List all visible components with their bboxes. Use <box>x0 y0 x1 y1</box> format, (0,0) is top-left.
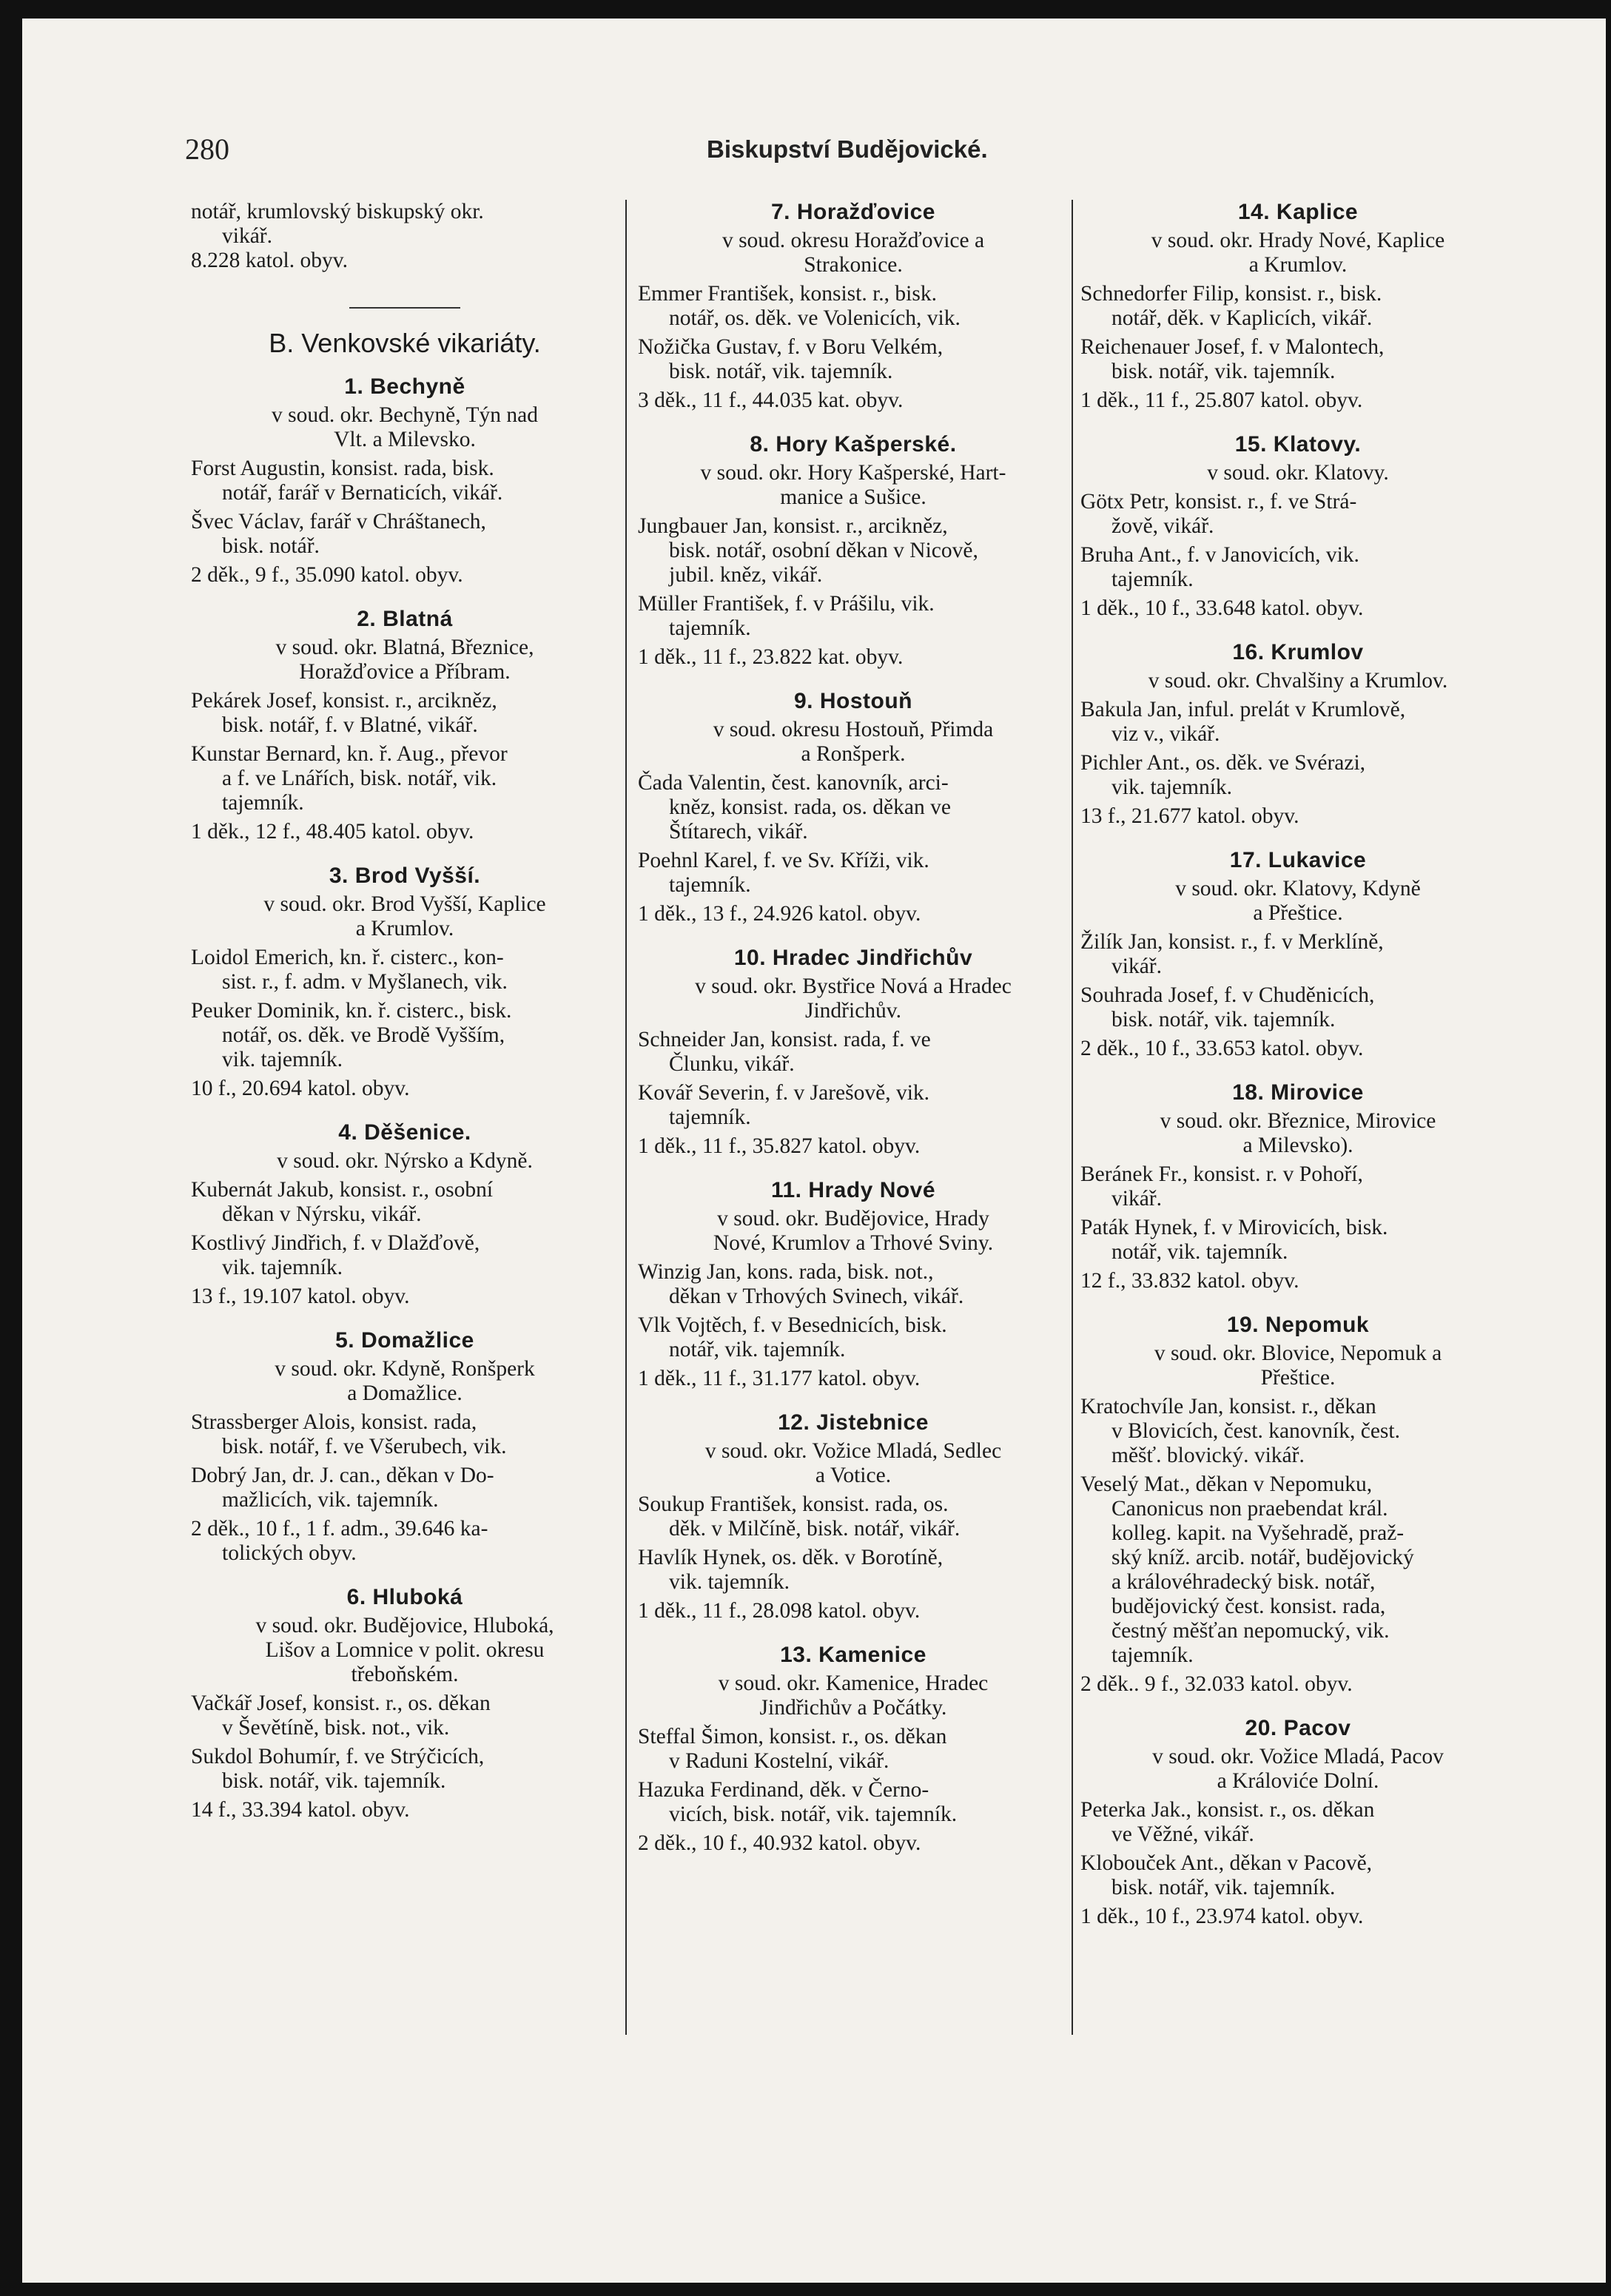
list-item <box>191 820 619 844</box>
column-3 <box>1080 200 1516 1929</box>
entry-line: 10 f., 20.694 katol. obyv. <box>191 1077 410 1100</box>
entry-line: Bakula Jan, inful. prelát v Krumlově, <box>1080 698 1406 721</box>
entry-line: 1 děk., 11 f., 35.827 katol. obyv. <box>638 1134 921 1158</box>
entry-line: tajemník. <box>1111 1643 1194 1667</box>
entry-line: 1 děk., 13 f., 24.926 katol. obyv. <box>638 902 921 926</box>
section-heading: 9. Hostouň <box>794 689 912 713</box>
court-district-line: v soud. okr. Chvalšiny a Krumlov. <box>1148 669 1448 693</box>
court-district-line: v soud. okr. Kamenice, Hradec <box>718 1671 989 1695</box>
list-item <box>1080 1672 1516 1697</box>
list-item <box>191 1517 619 1566</box>
court-district-line: v soud. okr. Nýrsko a Kdyně. <box>277 1149 533 1173</box>
list-item <box>1080 1851 1516 1900</box>
list-item <box>191 742 619 815</box>
entry-line: bisk. notář, vik. tajemník. <box>1111 1008 1336 1031</box>
entry-line: Winzig Jan, kons. rada, bisk. not., <box>638 1260 934 1284</box>
list-item <box>191 1231 619 1280</box>
entry-line: vikář. <box>1111 1187 1162 1211</box>
list-item <box>638 1313 1069 1362</box>
court-district-line: v soud. okr. Vožice Mladá, Pacov <box>1152 1745 1444 1768</box>
court-district-line: v soud. okr. Vožice Mladá, Sedlec <box>704 1439 1002 1463</box>
court-district-line: v soud. okr. Kdyně, Ronšperk <box>275 1357 535 1381</box>
entry-line: a královéhradecký bisk. notář, <box>1111 1570 1376 1594</box>
court-district-line: Lišov a Lomnice v polit. okresu <box>265 1638 545 1662</box>
section-heading: 14. Kaplice <box>1237 200 1359 224</box>
list-item <box>191 1077 619 1101</box>
list-item <box>638 514 1069 588</box>
entry-line: bisk. notář. <box>222 534 320 558</box>
list-item <box>638 335 1069 384</box>
entry-line: vik. tajemník. <box>669 1570 790 1594</box>
entry-line: měšť. blovický. vikář. <box>1111 1444 1305 1467</box>
entry-line: Pichler Ant., os. děk. ve Svérazi, <box>1080 751 1366 775</box>
entry-line: 2 děk., 9 f., 35.090 katol. obyv. <box>191 563 463 587</box>
entry-line: Klobouček Ant., děkan v Pacově, <box>1080 1851 1373 1875</box>
court-district-line: v soud. okr. Hory Kašperské, Hart- <box>700 461 1006 485</box>
court-district-line: v soud. okr. Klatovy, Kdyně <box>1175 877 1421 900</box>
court-district-line: v soud. okr. Klatovy. <box>1207 461 1389 485</box>
list-item <box>191 510 619 559</box>
entry-line: 1 děk., 10 f., 23.974 katol. obyv. <box>1080 1905 1364 1928</box>
entry-line: ve Věžné, vikář. <box>1111 1822 1254 1846</box>
list-item <box>638 282 1069 331</box>
entry-line: Loidol Emerich, kn. ř. cisterc., kon- <box>191 946 504 969</box>
entry-line: Jungbauer Jan, konsist. r., arcikněz, <box>638 514 948 538</box>
intro-line: 8.228 katol. obyv. <box>191 249 348 272</box>
entry-line: Souhrada Josef, f. v Chuděnicích, <box>1080 983 1375 1007</box>
section-heading: 1. Bechyně <box>344 374 465 399</box>
entry-line: Dobrý Jan, dr. J. can., děkan v Do- <box>191 1464 494 1487</box>
entry-line: 2 děk.. 9 f., 32.033 katol. obyv. <box>1080 1672 1353 1696</box>
section-heading: 19. Nepomuk <box>1226 1313 1370 1337</box>
court-district-line: Přeštice. <box>1260 1366 1336 1390</box>
entry-line: v Ševětíně, bisk. not., vik. <box>222 1716 450 1740</box>
entry-line: Člunku, vikář. <box>669 1052 795 1076</box>
court-district-line: v soud. okr. Bystřice Nová a Hradec <box>695 974 1012 998</box>
list-item <box>1080 1798 1516 1847</box>
entry-line: notář, os. děk. ve Volenicích, vik. <box>669 306 961 330</box>
entry-line: tajemník. <box>669 873 751 897</box>
column-1 <box>191 200 619 1822</box>
entry-line: čestný měšťan nepomucký, vik. <box>1111 1619 1390 1643</box>
list-item <box>1080 543 1516 592</box>
column-rule-2 <box>1072 200 1073 2035</box>
entry-line: tolických obyv. <box>222 1541 357 1565</box>
list-item <box>638 849 1069 898</box>
entry-line: 2 děk., 10 f., 40.932 katol. obyv. <box>638 1831 921 1855</box>
intro-line: notář, krumlovský biskupský okr. <box>191 200 484 223</box>
entry-line: Steffal Šimon, konsist. r., os. děkan <box>638 1725 947 1748</box>
entry-line: Müller František, f. v Prášilu, vik. <box>638 592 935 616</box>
entry-line: vikář. <box>1111 955 1162 978</box>
entry-line: Forst Augustin, konsist. rada, bisk. <box>191 457 494 480</box>
list-item <box>1080 1395 1516 1468</box>
entry-line: bisk. notář, vik. tajemník. <box>1111 1876 1336 1899</box>
entry-line: bisk. notář, f. ve Všerubech, vik. <box>222 1435 507 1458</box>
entry-line: Schnedorfer Filip, konsist. r., bisk. <box>1080 282 1382 306</box>
section-heading: 18. Mirovice <box>1232 1080 1364 1105</box>
list-item <box>638 592 1069 641</box>
court-district-line: a Krumlov. <box>1248 253 1348 277</box>
entry-line: Kunstar Bernard, kn. ř. Aug., převor <box>191 742 508 766</box>
section-heading: 17. Lukavice <box>1229 848 1367 872</box>
section-heading: 8. Hory Kašperské. <box>750 432 957 457</box>
entry-line: 13 f., 21.677 katol. obyv. <box>1080 804 1299 828</box>
entry-line: 3 děk., 11 f., 44.035 kat. obyv. <box>638 388 904 412</box>
running-title: Biskupství Budějovické. <box>707 135 988 163</box>
entry-line: notář, vik. tajemník. <box>669 1338 846 1361</box>
entry-line: 2 děk., 10 f., 1 f. adm., 39.646 ka- <box>191 1517 488 1541</box>
entry-line: 1 děk., 12 f., 48.405 katol. obyv. <box>191 820 474 844</box>
court-district-line: a Ronšperk. <box>801 742 906 766</box>
list-item <box>1080 388 1516 413</box>
entry-line: bisk. notář, f. v Blatné, vikář. <box>222 713 478 737</box>
entry-line: vik. tajemník. <box>222 1048 343 1071</box>
list-item <box>191 689 619 738</box>
entry-line: kolleg. kapit. na Vyšehradě, praž- <box>1111 1521 1405 1545</box>
court-district-line: v soud. okresu Hostouň, Přimda <box>713 718 994 741</box>
entry-line: Kratochvíle Jan, konsist. r., děkan <box>1080 1395 1376 1418</box>
entry-line: 1 děk., 11 f., 25.807 katol. obyv. <box>1080 388 1363 412</box>
entry-line: 2 děk., 10 f., 33.653 katol. obyv. <box>1080 1037 1364 1060</box>
entry-line: Žilík Jan, konsist. r., f. v Merklíně, <box>1080 930 1384 954</box>
list-item <box>638 645 1069 670</box>
list-item <box>1080 1472 1516 1668</box>
entry-line: děkan v Trhových Svinech, vikář. <box>669 1285 964 1308</box>
entry-line: ský kníž. arcib. notář, budějovický <box>1111 1546 1414 1569</box>
entry-line: Kostlivý Jindřich, f. v Dlažďově, <box>191 1231 480 1255</box>
entry-line: budějovický čest. konsist. rada, <box>1111 1595 1386 1618</box>
court-district-line: manice a Sušice. <box>780 485 926 509</box>
court-district-line: a Královiće Dolní. <box>1217 1769 1379 1793</box>
entry-line: Beránek Fr., konsist. r. v Pohoří, <box>1080 1162 1363 1186</box>
entry-line: mažlicích, vik. tajemník. <box>222 1488 439 1512</box>
divider-rule <box>349 307 460 309</box>
entry-line: tajemník. <box>1111 568 1194 591</box>
section-heading: 4. Děšenice. <box>338 1120 471 1145</box>
list-item <box>191 1464 619 1512</box>
list-item <box>1080 490 1516 539</box>
court-district-line: v soud. okr. Budějovice, Hrady <box>717 1207 989 1231</box>
entry-line: Švec Václav, farář v Chráštanech, <box>191 510 486 533</box>
list-item <box>191 1798 619 1822</box>
list-item <box>1080 930 1516 979</box>
section-heading: 11. Hrady Nové <box>770 1178 936 1202</box>
list-item <box>638 902 1069 926</box>
court-district-line: Jindřichův a Počátky. <box>759 1696 947 1720</box>
list-item <box>191 999 619 1072</box>
section-heading: 7. Horažďovice <box>771 200 935 224</box>
entry-line: notář, farář v Bernaticích, vikář. <box>222 481 503 505</box>
entry-line: 1 děk., 11 f., 23.822 kat. obyv. <box>638 645 904 669</box>
list-item <box>638 1778 1069 1827</box>
court-district-line: a Přeštice. <box>1253 901 1343 925</box>
list-item <box>1080 804 1516 829</box>
list-item <box>638 1599 1069 1623</box>
entry-line: vik. tajemník. <box>1111 775 1233 799</box>
list-item <box>638 1260 1069 1309</box>
entry-line: bisk. notář, vik. tajemník. <box>669 360 893 383</box>
list-item <box>191 946 619 994</box>
entry-line: notář, děk. v Kaplicích, vikář. <box>1111 306 1373 330</box>
list-item <box>1080 1269 1516 1293</box>
intro-line: vikář. <box>222 224 272 248</box>
entry-line: Nožička Gustav, f. v Boru Velkém, <box>638 335 944 359</box>
entry-line: Götx Petr, konsist. r., f. ve Strá- <box>1080 490 1357 514</box>
list-item <box>191 1178 619 1227</box>
entry-line: 1 děk., 11 f., 31.177 katol. obyv. <box>638 1367 921 1390</box>
list-item <box>638 388 1069 413</box>
list-item <box>638 1492 1069 1541</box>
list-item <box>1080 596 1516 621</box>
entry-line: Canonicus non praebendat král. <box>1111 1497 1388 1521</box>
section-heading: 16. Krumlov <box>1232 640 1364 664</box>
part-heading: B. Venkovské vikariáty. <box>269 328 541 358</box>
court-district-line: v soud. okr. Budějovice, Hluboká, <box>255 1614 554 1637</box>
list-item <box>1080 698 1516 747</box>
entry-line: Vačkář Josef, konsist. r., os. děkan <box>191 1691 491 1715</box>
court-district-line: Horažďovice a Příbram. <box>299 660 511 684</box>
court-district-line: Jindřichův. <box>805 999 901 1023</box>
entry-line: 13 f., 19.107 katol. obyv. <box>191 1285 410 1308</box>
list-item <box>191 1285 619 1309</box>
column-rule-1 <box>625 200 627 2035</box>
entry-line: tajemník. <box>669 1105 751 1129</box>
entry-line: sist. r., f. adm. v Myšlanech, vik. <box>222 970 508 994</box>
section-heading: 20. Pacov <box>1245 1716 1351 1740</box>
list-item <box>1080 335 1516 384</box>
list-item <box>1080 282 1516 331</box>
entry-line: notář, os. děk. ve Brodě Vyšším, <box>222 1023 505 1047</box>
entry-line: vik. tajemník. <box>222 1256 343 1279</box>
list-item <box>1080 983 1516 1032</box>
entry-line: notář, vik. tajemník. <box>1111 1240 1288 1264</box>
entry-line: 1 děk., 10 f., 33.648 katol. obyv. <box>1080 596 1364 620</box>
court-district-line: Strakonice. <box>804 253 903 277</box>
entry-line: Peuker Dominik, kn. ř. cisterc., bisk. <box>191 999 512 1023</box>
entry-line: Vlk Vojtěch, f. v Besednicích, bisk. <box>638 1313 947 1337</box>
entry-line: bisk. notář, vik. tajemník. <box>222 1769 446 1793</box>
entry-line: Paták Hynek, f. v Mirovicích, bisk. <box>1080 1216 1388 1239</box>
list-item <box>638 1546 1069 1595</box>
entry-line: vicích, bisk. notář, vik. tajemník. <box>669 1802 958 1826</box>
section-heading: 6. Hluboká <box>346 1585 463 1609</box>
list-item <box>638 1831 1069 1856</box>
entry-line: bisk. notář, osobní děkan v Nicově, <box>669 539 978 562</box>
entry-line: Strassberger Alois, konsist. rada, <box>191 1410 477 1434</box>
section-heading: 5. Domažlice <box>335 1328 474 1353</box>
list-item <box>1080 1162 1516 1211</box>
section-heading: 15. Klatovy. <box>1234 432 1362 457</box>
court-district-line: v soud. okr. Brod Vyšší, Kaplice <box>263 892 546 916</box>
entry-line: v Blovicích, čest. kanovník, čest. <box>1111 1419 1400 1443</box>
section-heading: 13. Kamenice <box>780 1643 926 1667</box>
page-number: 280 <box>185 132 229 166</box>
section-heading: 12. Jistebnice <box>778 1410 929 1435</box>
entry-line: Bruha Ant., f. v Janovicích, vik. <box>1080 543 1359 567</box>
list-item <box>638 771 1069 844</box>
list-item <box>1080 1905 1516 1929</box>
court-district-line: v soud. okr. Hrady Nové, Kaplice <box>1151 229 1445 252</box>
entry-line: Reichenauer Josef, f. v Malontech, <box>1080 335 1385 359</box>
entry-line: děkan v Nýrsku, vikář. <box>222 1202 422 1226</box>
section-heading: 2. Blatná <box>357 607 453 631</box>
court-district-line: a Votice. <box>815 1464 892 1487</box>
entry-line: 1 děk., 11 f., 28.098 katol. obyv. <box>638 1599 921 1623</box>
entry-line: Sukdol Bohumír, f. ve Strýčicích, <box>191 1745 485 1768</box>
entry-line: a f. ve Lnářích, bisk. notář, vik. <box>222 767 497 790</box>
list-item <box>638 1028 1069 1077</box>
entry-line: Emmer František, konsist. r., bisk. <box>638 282 937 306</box>
list-item <box>191 1745 619 1794</box>
column-2 <box>638 200 1069 1856</box>
entry-line: Schneider Jan, konsist. rada, f. ve <box>638 1028 931 1051</box>
list-item <box>638 1367 1069 1391</box>
court-district-line: třeboňském. <box>351 1663 459 1686</box>
list-item <box>191 563 619 588</box>
list-item <box>191 1410 619 1459</box>
list-item <box>638 1725 1069 1774</box>
court-district-line: a Krumlov. <box>355 917 454 940</box>
entry-line: Čada Valentin, čest. kanovník, arci- <box>638 771 949 795</box>
entry-line: žově, vikář. <box>1111 514 1214 538</box>
entry-line: Pekárek Josef, konsist. r., arcikněz, <box>191 689 497 713</box>
entry-line: tajemník. <box>222 791 304 815</box>
entry-line: Peterka Jak., konsist. r., os. děkan <box>1080 1798 1375 1822</box>
section-heading: 3. Brod Vyšší. <box>329 863 481 888</box>
entry-line: 14 f., 33.394 katol. obyv. <box>191 1798 410 1822</box>
list-item <box>1080 751 1516 800</box>
court-district-line: v soud. okresu Horažďovice a <box>722 229 985 252</box>
entry-line: v Raduni Kostelní, vikář. <box>669 1749 889 1773</box>
entry-line: viz v., vikář. <box>1111 722 1220 746</box>
list-item <box>1080 1216 1516 1265</box>
entry-line: Soukup František, konsist. rada, os. <box>638 1492 949 1516</box>
court-district-line: Nové, Krumlov a Trhové Sviny. <box>713 1231 994 1255</box>
list-item <box>638 1134 1069 1159</box>
entry-line: Poehnl Karel, f. ve Sv. Kříži, vik. <box>638 849 929 872</box>
entry-line: Kovář Severin, f. v Jarešově, vik. <box>638 1081 930 1105</box>
entry-line: Havlík Hynek, os. děk. v Borotíně, <box>638 1546 944 1569</box>
list-item <box>191 1691 619 1740</box>
entry-line: Veselý Mat., děkan v Nepomuku, <box>1080 1472 1373 1496</box>
court-district-line: v soud. okr. Blovice, Nepomuk a <box>1154 1341 1442 1365</box>
court-district-line: v soud. okr. Blatná, Březnice, <box>275 636 534 659</box>
court-district-line: a Domažlice. <box>347 1381 463 1405</box>
entry-line: bisk. notář, vik. tajemník. <box>1111 360 1336 383</box>
entry-line: kněz, konsist. rada, os. děkan ve <box>669 795 951 819</box>
list-item <box>191 457 619 505</box>
entry-line: Hazuka Ferdinand, děk. v Černo- <box>638 1778 929 1802</box>
entry-line: jubil. kněz, vikář. <box>669 563 823 587</box>
court-district-line: v soud. okr. Březnice, Mirovice <box>1160 1109 1436 1133</box>
court-district-line: Vlt. a Milevsko. <box>334 428 476 451</box>
list-item <box>638 1081 1069 1130</box>
court-district-line: v soud. okr. Bechyně, Týn nad <box>272 403 538 427</box>
court-district-line: a Milevsko). <box>1242 1134 1353 1157</box>
entry-line: 12 f., 33.832 katol. obyv. <box>1080 1269 1299 1293</box>
section-heading: 10. Hradec Jindřichův <box>733 946 973 970</box>
entry-line: děk. v Milčíně, bisk. notář, vikář. <box>669 1517 961 1541</box>
list-item <box>1080 1037 1516 1061</box>
entry-line: Štítarech, vikář. <box>669 820 808 844</box>
entry-line: tajemník. <box>669 616 751 640</box>
entry-line: Kubernát Jakub, konsist. r., osobní <box>191 1178 494 1202</box>
